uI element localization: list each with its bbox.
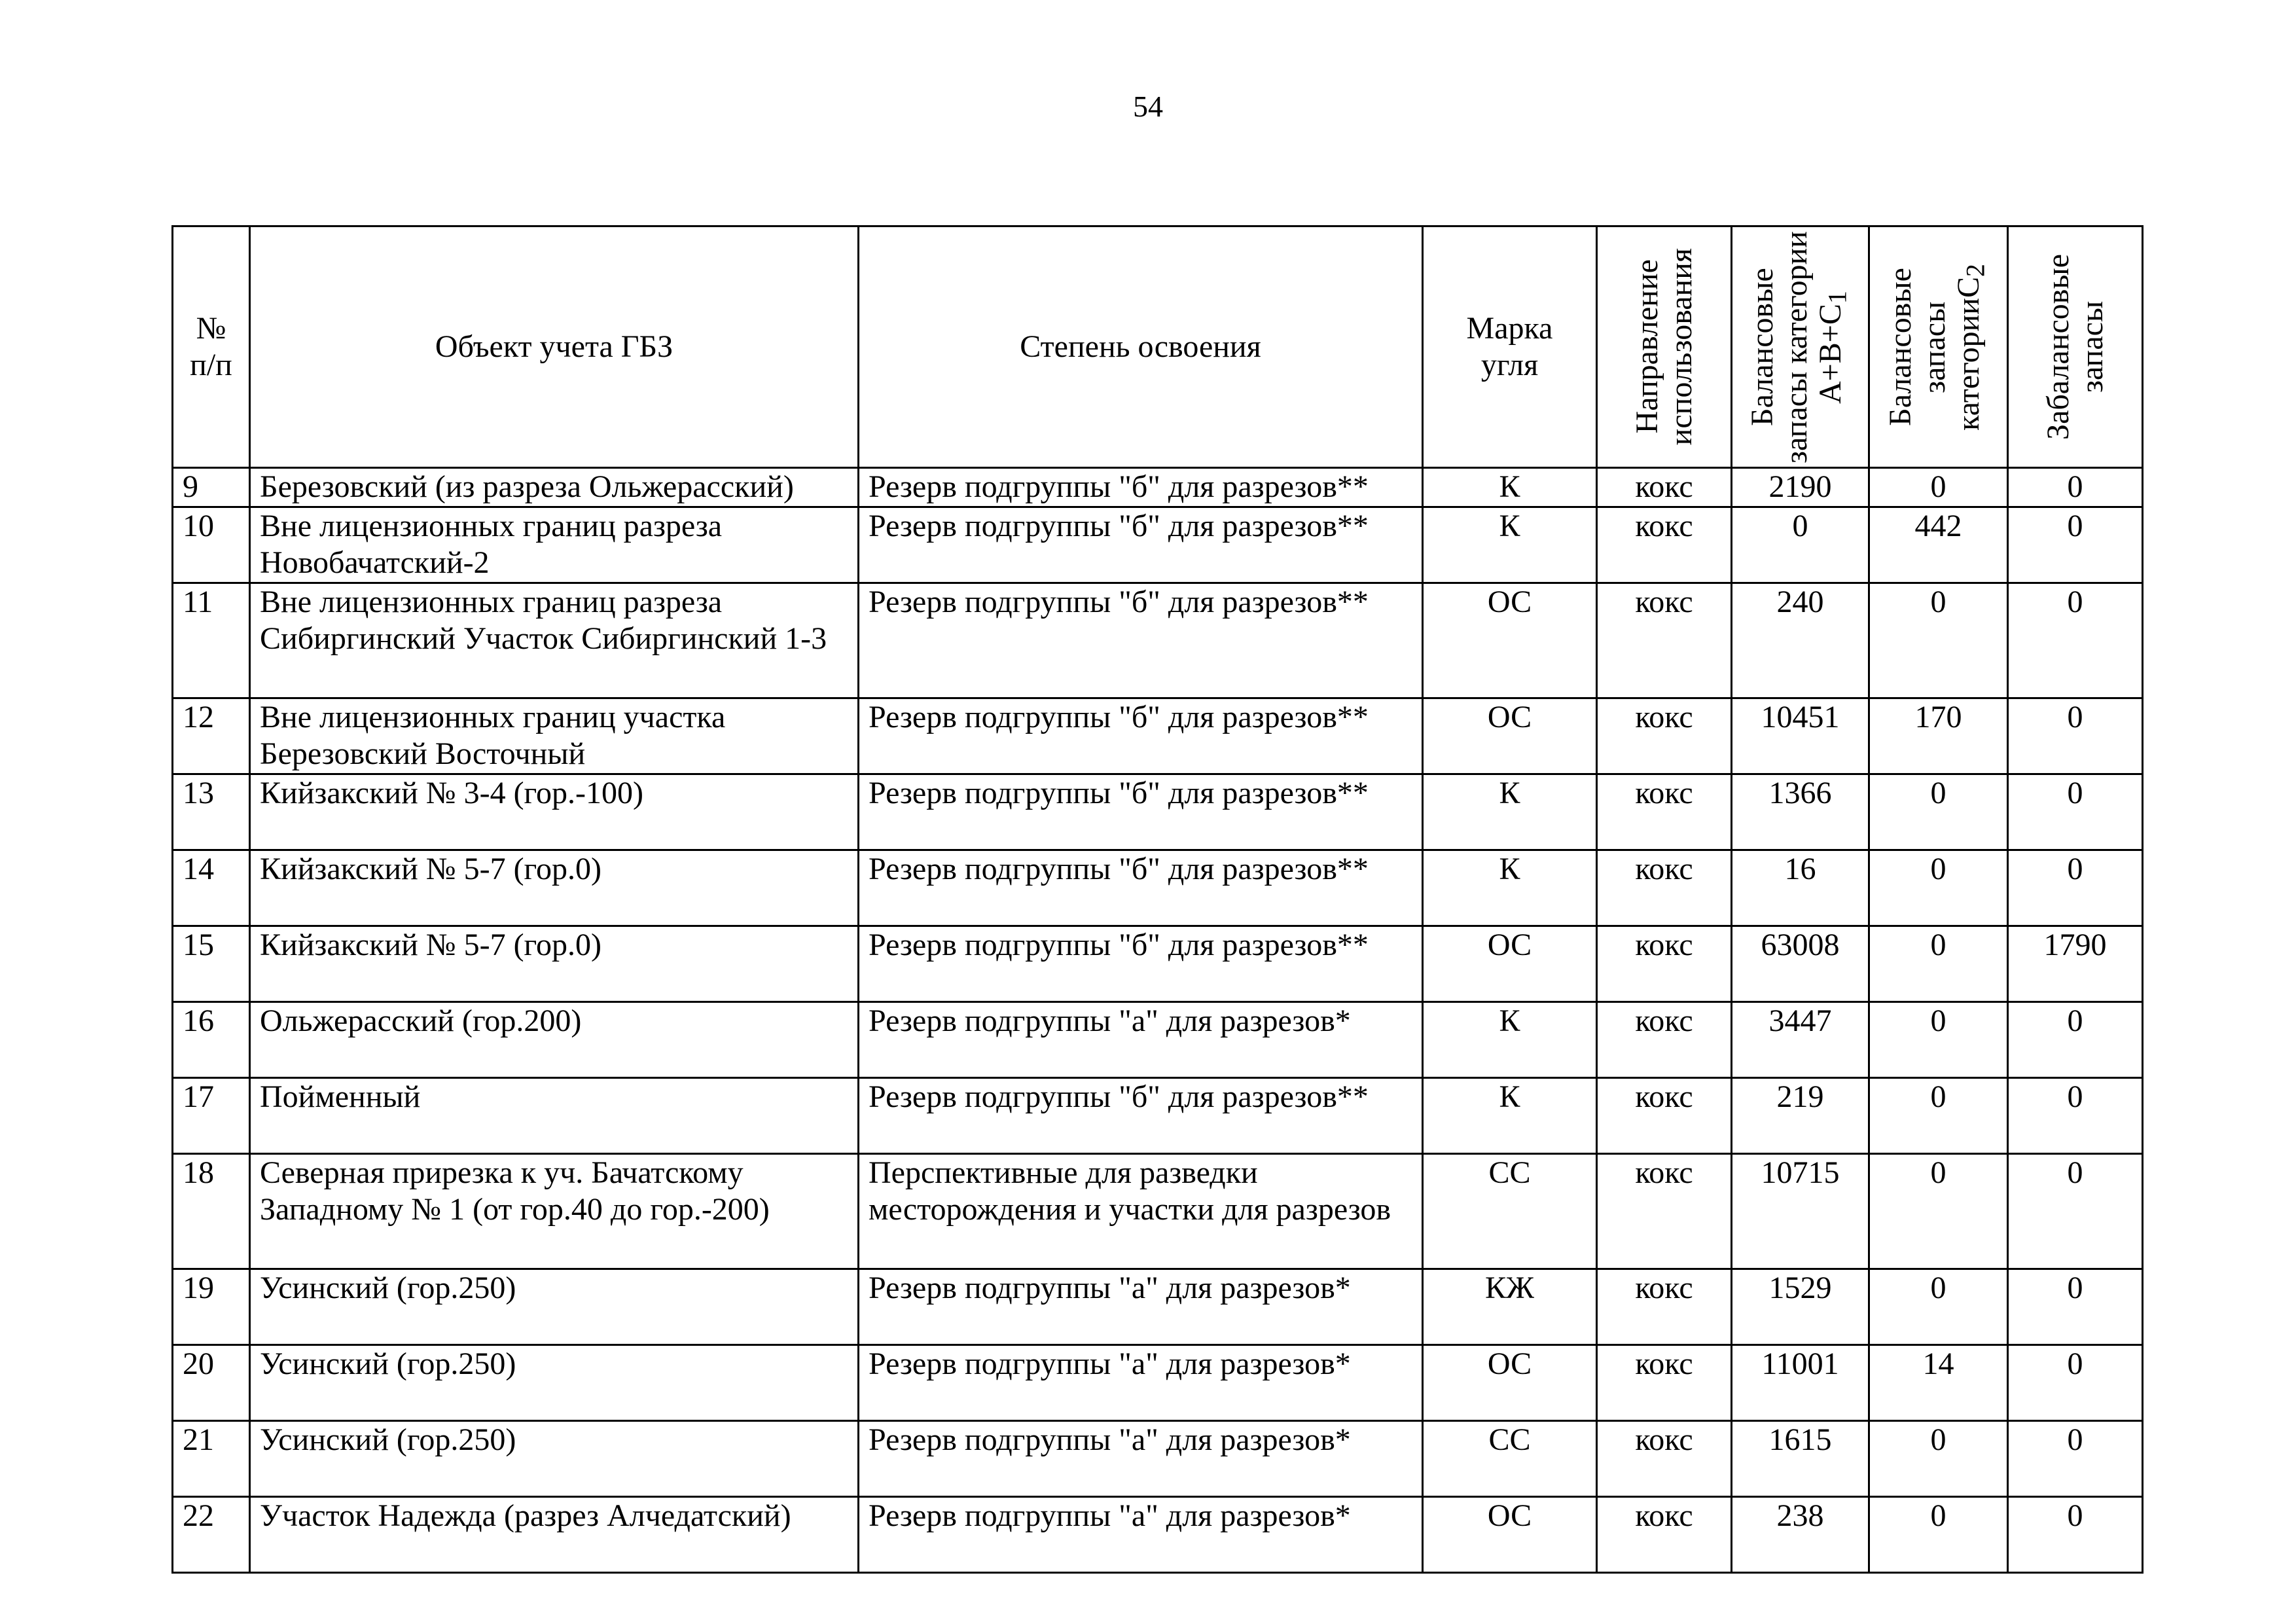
page-number: 54 (1133, 90, 1163, 123)
cell-object: Усинский (гор.250) (250, 1421, 859, 1497)
cell-direction: кокс (1597, 774, 1732, 850)
cell-num: 9 (173, 468, 250, 507)
table-row (173, 1002, 2143, 1078)
cell-balance-c2: 0 (1869, 850, 2008, 926)
cell-direction: кокс (1597, 1078, 1732, 1154)
cell-grade: К (1423, 507, 1597, 583)
cell-num: 21 (173, 1421, 250, 1497)
gbz-table (171, 225, 2144, 1574)
cell-num: 20 (173, 1345, 250, 1421)
cell-balance-abc: 3447 (1732, 1002, 1869, 1078)
cell-object: Кийзакский № 5-7 (гор.0) (250, 926, 859, 1002)
cell-object: Вне лицензионных границ разреза Новобачатский-2 (250, 507, 859, 583)
table-row (173, 1154, 2143, 1269)
cell-degree: Резерв подгруппы "а" для разрезов* (859, 1269, 1423, 1345)
cell-direction: кокс (1597, 1269, 1732, 1345)
header-object: Объект учета ГБЗ (250, 226, 859, 468)
table-row (173, 926, 2143, 1002)
cell-object: Усинский (гор.250) (250, 1269, 859, 1345)
cell-num: 10 (173, 507, 250, 583)
cell-off-balance: 0 (2008, 1078, 2143, 1154)
header-balance-c2: Балансовые запасы категорииС$_2$ (1869, 226, 2008, 468)
table-row (173, 1078, 2143, 1154)
cell-direction: кокс (1597, 698, 1732, 774)
cell-off-balance: 0 (2008, 1002, 2143, 1078)
cell-balance-c2: 0 (1869, 468, 2008, 507)
cell-off-balance: 0 (2008, 774, 2143, 850)
cell-off-balance: 0 (2008, 1154, 2143, 1269)
cell-balance-c2: 0 (1869, 1002, 2008, 1078)
table-row (173, 468, 2143, 507)
cell-balance-abc: 0 (1732, 507, 1869, 583)
cell-grade: ОС (1423, 1345, 1597, 1421)
cell-num: 11 (173, 583, 250, 698)
cell-off-balance: 0 (2008, 468, 2143, 507)
cell-object: Участок Надежда (разрез Алчедатский) (250, 1497, 859, 1573)
cell-balance-abc: 219 (1732, 1078, 1869, 1154)
cell-direction: кокс (1597, 583, 1732, 698)
cell-object: Березовский (из разреза Ольжерасский) (250, 468, 859, 507)
cell-num: 19 (173, 1269, 250, 1345)
table-row (173, 583, 2143, 698)
cell-balance-c2: 0 (1869, 926, 2008, 1002)
cell-degree: Резерв подгруппы "а" для разрезов* (859, 1421, 1423, 1497)
table-row (173, 507, 2143, 583)
cell-grade: К (1423, 774, 1597, 850)
header-direction: Направление использования (1597, 226, 1732, 468)
cell-off-balance: 0 (2008, 850, 2143, 926)
cell-num: 18 (173, 1154, 250, 1269)
cell-balance-c2: 442 (1869, 507, 2008, 583)
cell-grade: К (1423, 850, 1597, 926)
cell-degree: Резерв подгруппы "б" для разрезов** (859, 507, 1423, 583)
cell-off-balance: 1790 (2008, 926, 2143, 1002)
cell-direction: кокс (1597, 850, 1732, 926)
cell-balance-abc: 1615 (1732, 1421, 1869, 1497)
cell-balance-abc: 240 (1732, 583, 1869, 698)
table-row (173, 774, 2143, 850)
cell-balance-abc: 1366 (1732, 774, 1869, 850)
cell-grade: К (1423, 1002, 1597, 1078)
cell-balance-abc: 238 (1732, 1497, 1869, 1573)
cell-degree: Резерв подгруппы "б" для разрезов** (859, 850, 1423, 926)
cell-degree: Резерв подгруппы "б" для разрезов** (859, 468, 1423, 507)
cell-object: Пойменный (250, 1078, 859, 1154)
table-header (173, 226, 2143, 468)
cell-direction: кокс (1597, 507, 1732, 583)
cell-balance-c2: 0 (1869, 1497, 2008, 1573)
cell-off-balance: 0 (2008, 1421, 2143, 1497)
cell-degree: Резерв подгруппы "б" для разрезов** (859, 1078, 1423, 1154)
cell-balance-abc: 10451 (1732, 698, 1869, 774)
cell-balance-abc: 16 (1732, 850, 1869, 926)
cell-grade: КЖ (1423, 1269, 1597, 1345)
cell-balance-abc: 63008 (1732, 926, 1869, 1002)
table-row (173, 698, 2143, 774)
cell-degree: Резерв подгруппы "а" для разрезов* (859, 1002, 1423, 1078)
cell-direction: кокс (1597, 1421, 1732, 1497)
table-body (173, 468, 2143, 1573)
cell-degree: Резерв подгруппы "б" для разрезов** (859, 698, 1423, 774)
cell-num: 15 (173, 926, 250, 1002)
cell-num: 17 (173, 1078, 250, 1154)
cell-balance-c2: 0 (1869, 1421, 2008, 1497)
cell-balance-c2: 0 (1869, 1154, 2008, 1269)
cell-direction: кокс (1597, 1002, 1732, 1078)
cell-grade: ОС (1423, 926, 1597, 1002)
cell-degree: Резерв подгруппы "б" для разрезов** (859, 583, 1423, 698)
cell-balance-c2: 14 (1869, 1345, 2008, 1421)
cell-balance-abc: 11001 (1732, 1345, 1869, 1421)
cell-num: 12 (173, 698, 250, 774)
cell-grade: СС (1423, 1421, 1597, 1497)
cell-off-balance: 0 (2008, 1345, 2143, 1421)
cell-balance-c2: 0 (1869, 774, 2008, 850)
cell-degree: Резерв подгруппы "б" для разрезов** (859, 774, 1423, 850)
cell-direction: кокс (1597, 926, 1732, 1002)
cell-direction: кокс (1597, 468, 1732, 507)
cell-direction: кокс (1597, 1154, 1732, 1269)
cell-balance-c2: 0 (1869, 1078, 2008, 1154)
cell-grade: ОС (1423, 1497, 1597, 1573)
cell-balance-c2: 0 (1869, 1269, 2008, 1345)
cell-balance-c2: 0 (1869, 583, 2008, 698)
cell-off-balance: 0 (2008, 507, 2143, 583)
cell-balance-abc: 1529 (1732, 1269, 1869, 1345)
cell-object: Вне лицензионных границ участка Березовский Восточный (250, 698, 859, 774)
cell-num: 13 (173, 774, 250, 850)
table-row (173, 1269, 2143, 1345)
header-off-balance: Забалансовые запасы (2008, 226, 2143, 468)
cell-off-balance: 0 (2008, 698, 2143, 774)
header-grade: Марка угля (1423, 226, 1597, 468)
cell-object: Кийзакский № 3-4 (гор.-100) (250, 774, 859, 850)
cell-off-balance: 0 (2008, 583, 2143, 698)
cell-num: 14 (173, 850, 250, 926)
table-row (173, 850, 2143, 926)
cell-object: Ольжерасский (гор.200) (250, 1002, 859, 1078)
cell-direction: кокс (1597, 1345, 1732, 1421)
cell-grade: ОС (1423, 583, 1597, 698)
cell-off-balance: 0 (2008, 1497, 2143, 1573)
cell-object: Усинский (гор.250) (250, 1345, 859, 1421)
cell-degree: Перспективные для разведки месторождения и участки для разрезов (859, 1154, 1423, 1269)
table-row (173, 1345, 2143, 1421)
cell-degree: Резерв подгруппы "а" для разрезов* (859, 1497, 1423, 1573)
cell-balance-abc: 2190 (1732, 468, 1869, 507)
table-row (173, 1421, 2143, 1497)
cell-grade: К (1423, 1078, 1597, 1154)
cell-balance-abc: 10715 (1732, 1154, 1869, 1269)
table-row (173, 1497, 2143, 1573)
header-degree: Степень освоения (859, 226, 1423, 468)
cell-degree: Резерв подгруппы "а" для разрезов* (859, 1345, 1423, 1421)
cell-balance-c2: 170 (1869, 698, 2008, 774)
header-num: № п/п (173, 226, 250, 468)
cell-direction: кокс (1597, 1497, 1732, 1573)
cell-off-balance: 0 (2008, 1269, 2143, 1345)
cell-grade: СС (1423, 1154, 1597, 1269)
cell-object: Кийзакский № 5-7 (гор.0) (250, 850, 859, 926)
cell-grade: ОС (1423, 698, 1597, 774)
cell-object: Вне лицензионных границ разреза Сибиргинский Участок Сибиргинский 1-3 (250, 583, 859, 698)
cell-object: Северная прирезка к уч. Бачатскому Западному № 1 (от гор.40 до гор.-200) (250, 1154, 859, 1269)
cell-num: 16 (173, 1002, 250, 1078)
cell-degree: Резерв подгруппы "б" для разрезов** (859, 926, 1423, 1002)
header-balance-abc: Балансовые запасы категории $А+В+С_1$ (1732, 226, 1869, 468)
cell-num: 22 (173, 1497, 250, 1573)
cell-grade: К (1423, 468, 1597, 507)
